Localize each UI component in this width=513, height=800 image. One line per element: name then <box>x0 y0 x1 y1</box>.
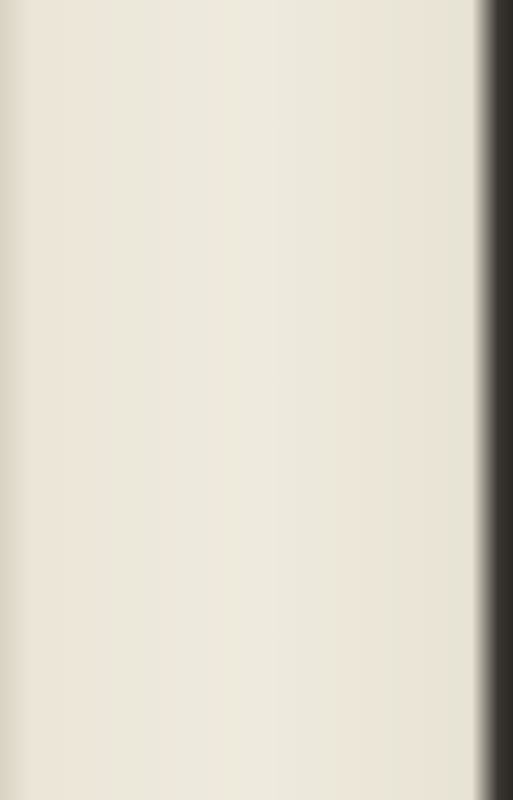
text-block <box>138 58 488 64</box>
